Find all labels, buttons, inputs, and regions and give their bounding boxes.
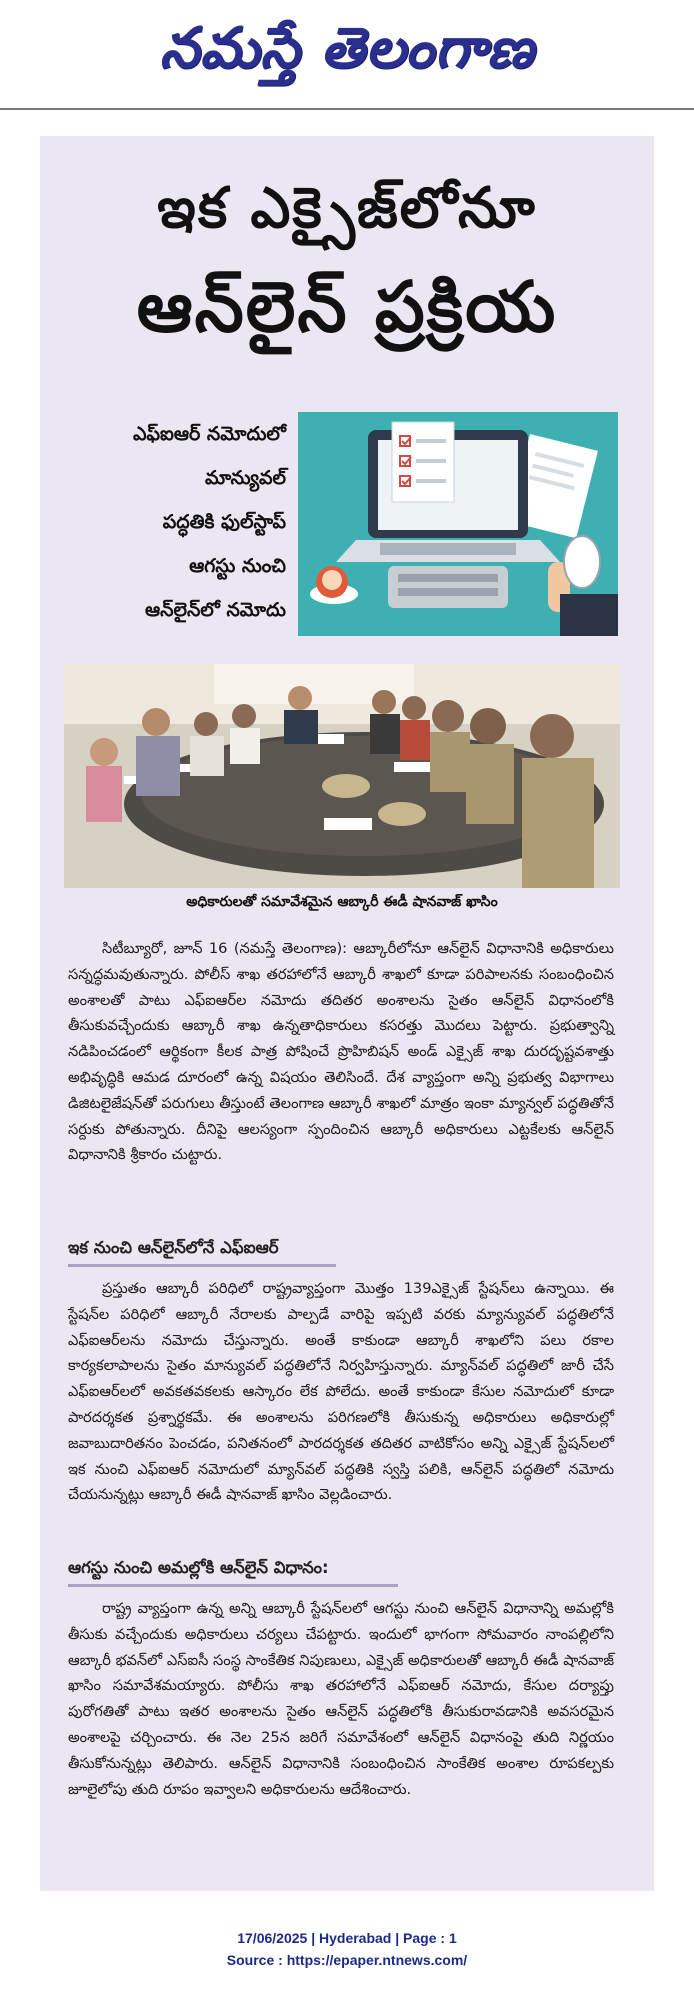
headline-line-2: ఆన్‌లైన్ ప్రక్రియ: [136, 266, 558, 348]
headline-line-1: ఇక ఎక్సైజ్‌లోనూ: [157, 176, 537, 241]
meeting-photo: [64, 664, 620, 888]
masthead: [0, 0, 694, 110]
masthead-title: నమస్తే తెలంగాణ: [159, 15, 535, 81]
paragraph-1: సిటీబ్యూరో, జూన్ 16 (నమస్తే తెలంగాణ): ఆబ్కారీలోనూ ఆన్‌లైన్ విధానానికి అధికారులు సన్నద్ధమవుతున్నారు. పోలీస్ శాఖ తరహాలోనే ఆబ్కారీ శాఖలో కూడా పరిపాలనకు సంబంధించిన అంశాలతో పాటు ఎఫ్ఐఆర్‌ల నమోదు తదితర అంశాలను సైతం ఆన్‌లైన్ విధానంలోకి తీసుకువచ్చేందుకు ఆబ్కారీ శాఖ ఉన్నతాధికారులు కసరత్తు మొదలు పెట్టారు. ప్రభుత్వాన్ని నడిపించడంలో ఆర్థికంగా కీలక పాత్ర పోషించే ప్రొహిబిషన్ అండ్ ఎక్సైజ్ శాఖ దురదృష్టవశాత్తు అభివృద్ధికి ఆమడ దూరంలో ఉన్న విషయం తెలిసిందే. దేశ వ్యాప్తంగా అన్ని ప్రభుత్వ విభాగాలు డిజిటలైజేషన్‌తో పరుగులు తీస్తుంటే తెలంగాణ ఆబ్కారీ శాఖలో మాత్రం ఇంకా మ్యాన్వల్ పద్ధతితోనే సర్దుకు పోతున్నారు. దీనిపై ఆలస్యంగా స్పందించిన ఆబ్కారీ అధికారులు ఎట్టకేలకు ఆన్‌లైన్ విధానానికి శ్రీకారం చుట్టారు.: [68, 940, 614, 1164]
meeting-photo-image: [64, 664, 620, 888]
section-heading-2-underline: [68, 1584, 398, 1587]
subhead: మాన్యువల్: [205, 467, 286, 489]
article-clipping: [40, 136, 654, 1891]
subhead: ఎఫ్ఐఆర్ నమోదులో: [133, 423, 286, 445]
paragraph-2: ప్రస్తుతం ఆబ్కారీ పరిధిలో రాష్ట్రవ్యాప్తంగా మొత్తం 139ఎక్సైజ్ స్టేషన్‌లు ఉన్నాయి. ఈ స్టేషన్‌ల పరిధిలో ఆబ్కారీ నేరాలకు పాల్పడే వారిపై ఇప్పటి వరకు మ్యాన్యువల్ పద్ధతిలోనే ఎఫ్ఐఆర్‌లను నమోదు చేస్తున్నారు. అంతే కాకుండా ఆబ్కారీ శాఖలోని పలు రకాల కార్యకలాపాలను సైతం మాన్యువల్ పద్ధతిలోనే నిర్వహిస్తున్నారు. మ్యాన్‌వల్ పద్ధతిలో జారీ చేసే ఎఫ్ఐఆర్‌లలో అవకతవకలకు ఆస్కారం లేక పోలేదు. అంతే కాకుండా కేసుల నమోదులో కూడా పారదర్శకత ప్రశ్నార్థకమే. ఈ అంశాలను పరిగణలోకి తీసుకున్న అధికారులు అధికారుల్లో జవాబుదారితనం పెంచడం, పనితనంలో పారదర్శకత తదితర వాటికోసం అన్ని ఎక్సైజ్ స్టేషన్‌లలో ఇక నుంచి ఎఫ్ఐఆర్ నమోదులో మ్యాన్‌వల్ పద్ధతికి స్వస్తి పలికి, ఆన్‌లైన్ పద్ధతిలో నమోదు చేయనున్నట్లు ఆబ్కారీ ఈడీ షానవాజ్ ఖాసిం వెల్లడించారు.: [68, 1280, 614, 1504]
section-heading-1: ఇక నుంచి ఆన్‌లైన్‌లోనే ఎఫ్ఐఆర్: [68, 1238, 279, 1257]
footer-date-line: 17/06/2025 | Hyderabad | Page : 1: [237, 1930, 457, 1946]
subhead: ఆన్‌లైన్‌లో నమోదు: [144, 599, 286, 621]
subhead: పద్ధతికి ఫుల్‌స్టాప్: [162, 511, 286, 533]
masthead-divider: [0, 108, 694, 110]
photo-caption: అధికారులతో సమావేశమైన ఆబ్కారీ ఈడీ షానవాజ్ ఖాసిం: [186, 894, 498, 910]
section-heading-2: ఆగస్టు నుంచి అమల్లోకి ఆన్‌లైన్ విధానం:: [68, 1558, 329, 1577]
subhead: ఆగస్టు నుంచి: [189, 555, 286, 577]
footer-source-line: Source : https://epaper.ntnews.com/: [226, 1952, 468, 1968]
laptop-icon: [298, 412, 618, 636]
section-heading-1-underline: [68, 1264, 336, 1267]
laptop-illustration: [298, 412, 618, 636]
paragraph-3: రాష్ట్ర వ్యాప్తంగా ఉన్న అన్ని ఆబ్కారీ స్టేషన్‌లలో ఆగస్టు నుంచి ఆన్‌లైన్ విధానాన్ని అమల్లోకి తీసుకు వచ్చేందుకు అధికారులు చర్యలు చేపట్టారు. ఇందులో భాగంగా సోమవారం నాంపల్లిలోని ఆబ్కారీ భవన్‌లో ఎస్ఐసీ సంస్థ సాంకేతిక నిపుణులు, ఎక్సైజ్ అధికారులతో ఆబ్కారీ ఈడీ షానవాజ్ ఖాసిం సమావేశమయ్యారు. పోలీసు శాఖ తరహాలోనే ఎఫ్ఐఆర్ నమోదు, కేసుల దర్యాప్తు పురోగతితో పాటు ఇతర అంశాలను సైతం ఆన్‌లైన్ పద్ధతిలోకి తీసుకురావడానికి అవసరమైన అంశాలపై చర్చించారు. ఈ నెల 25న జరిగే సమావేశంలో ఆన్‌లైన్ విధానంపై తుది నిర్ణయం తీసుకోనున్నట్లు తెలిపారు. ఆన్‌లైన్ విధానానికి సంబంధించిన సాంకేతిక అంశాల రూపకల్పకు జూలైలోపు తుది రూపం ఇవ్వాలని అధికారులను ఆదేశించారు.: [68, 1600, 614, 1798]
